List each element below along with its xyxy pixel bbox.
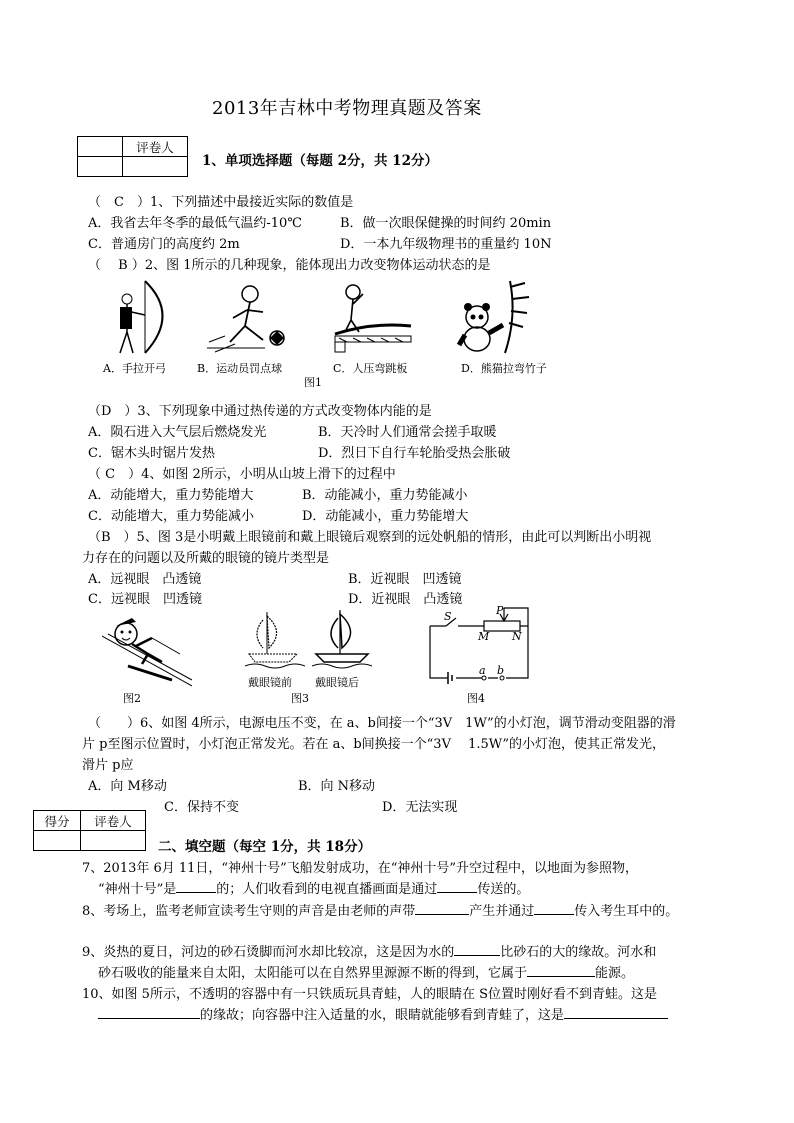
- figure3-caption: 图3: [291, 692, 309, 705]
- q5-option-b: B．近视眼 凹透镜: [348, 572, 462, 587]
- q6-stem-line2: 片 p至图示位置时，小灯泡正常发光。若在 a、b间换接一个“3V 1.5W”的小灯泡，使其正常发光，: [82, 737, 666, 752]
- q2-option-b: B．运动员罚点球: [197, 362, 283, 375]
- q2-option-a: A．手拉开弓: [103, 362, 166, 375]
- q10-line1: 10、如图 5所示，不透明的容器中有一只铁质玩具青蛙，人的眼睛在 S位置时刚好看不到青蛙。这是: [82, 987, 657, 1002]
- score-value-cell: [78, 157, 123, 177]
- q8-text-b: 产生并通过: [469, 904, 535, 919]
- q4-option-b: B．动能减小，重力势能减小: [302, 488, 468, 503]
- figure1-panda-icon: [455, 277, 535, 357]
- q9-blank-2[interactable]: [527, 964, 595, 977]
- figure3-before-label: 戴眼镜前: [248, 676, 292, 689]
- figure1-diving-icon: [333, 282, 418, 354]
- page-title: 2013年吉林中考物理真题及答案: [212, 98, 482, 119]
- q6-option-b: B．向 N移动: [298, 779, 376, 794]
- q2-option-d: D．熊猫拉弯竹子: [461, 362, 547, 375]
- q6-stem-line3: 滑片 p应: [82, 758, 134, 773]
- q4-stem: （ C ）4、如图 2所示，小明从山坡上滑下的过程中: [88, 467, 396, 482]
- q2-option-c: C．人压弯跳板: [333, 362, 408, 375]
- q2-stem: （ B ）2、图 1所示的几种现象，能体现出力改变物体运动状态的是: [88, 258, 491, 273]
- q3-option-b: B．天冷时人们通常会搓手取暖: [318, 425, 497, 440]
- q1-option-b: B．做一次眼保健操的时间约 20min: [340, 216, 552, 231]
- figure4-caption: 图4: [467, 692, 485, 705]
- q9-text-d: 能源。: [595, 966, 635, 981]
- q3-option-c: C．锯木头时锯片发热: [88, 446, 215, 461]
- score-box-2: [33, 810, 146, 851]
- q9-text-b: 比砂石的大的缘故。河水和: [500, 945, 657, 960]
- q9-text-c: 砂石吸收的能量来自太阳，太阳能可以在自然界里源源不断的得到，它属于: [98, 966, 528, 981]
- q5-option-c: C．远视眼 凹透镜: [88, 592, 202, 607]
- q8-blank-1[interactable]: [415, 902, 469, 915]
- q1-option-d: D．一本九年级物理书的重量约 10N: [340, 237, 552, 252]
- q10-line2: [98, 1004, 668, 1023]
- score-value-cell: [34, 831, 81, 851]
- q5-stem-line1: （B ）5、图 3是小明戴上眼镜前和戴上眼镜后观察到的远处帆船的情形，由此可以判断出小明视: [88, 530, 652, 545]
- reviewer-label: 评卷人: [81, 811, 146, 831]
- q3-option-d: D．烈日下自行车轮胎受热会胀破: [318, 446, 511, 461]
- q4-option-a: A．动能增大，重力势能增大: [88, 488, 254, 503]
- q7-text-c: 传送的。: [477, 882, 530, 897]
- q1-option-a: A．我省去年冬季的最低气温约-10℃: [88, 216, 302, 231]
- figure3-after-label: 戴眼镜后: [315, 676, 359, 689]
- q9-text-a: 9、炎热的夏日，河边的砂石烫脚而河水却比较凉，这是因为水的: [82, 945, 455, 960]
- score-label: 得分: [34, 811, 81, 831]
- q7-blank-1[interactable]: [176, 880, 216, 893]
- q8-text-c: 传入考生耳中的。: [574, 904, 679, 919]
- figure3-clear-boat-icon: [312, 608, 372, 672]
- q8-blank-2[interactable]: [534, 902, 574, 915]
- q9-line1: [82, 941, 656, 960]
- q7-line2: [98, 878, 529, 897]
- figure2-skier-icon: [102, 608, 192, 688]
- q4-option-d: D．动能减小，重力势能增大: [302, 509, 469, 524]
- q3-stem: （D ）3、下列现象中通过热传递的方式改变物体内能的是: [88, 404, 432, 419]
- section2-heading: 二、填空题（每空 1分，共 18分）: [158, 839, 372, 855]
- q6-option-c: C．保持不变: [164, 800, 239, 815]
- q7-text-b: 的；人们收看到的电视直播画面是通过: [216, 882, 438, 897]
- q5-option-d: D．近视眼 凸透镜: [348, 592, 463, 607]
- figure1-caption: 图1: [304, 376, 322, 389]
- section1-heading: 1、单项选择题（每题 2分，共 12分）: [202, 153, 438, 169]
- reviewer-value-cell: [81, 831, 146, 851]
- q10-blank-2[interactable]: [564, 1006, 668, 1019]
- q7-text-a: “神州十号”是: [98, 882, 177, 897]
- q7-blank-2[interactable]: [437, 880, 477, 893]
- q6-option-a: A．向 M移动: [88, 779, 167, 794]
- q9-line2: [98, 962, 634, 981]
- figure4-a-label: a: [479, 664, 486, 677]
- figure4-slider-label: P: [496, 604, 504, 617]
- q6-option-d: D．无法实现: [382, 800, 458, 815]
- figure1-bow-icon: [105, 277, 185, 357]
- figure3-blurry-boat-icon: [245, 608, 305, 672]
- q10-text-a: 的缘故；向容器中注入适量的水，眼睛就能够看到青蛙了，这是: [200, 1008, 565, 1023]
- figure2-caption: 图2: [123, 692, 141, 705]
- reviewer-label: 评卷人: [123, 137, 188, 157]
- q1-option-c: C．普通房门的高度约 2m: [88, 237, 240, 252]
- figure1-soccer-icon: [205, 282, 295, 354]
- q8-text-a: 8、考场上，监考老师宣读考生守则的声音是由老师的声带: [82, 904, 416, 919]
- q1-stem: （ C ）1、下列描述中最接近实际的数值是: [88, 195, 354, 210]
- figure4-switch-label: S: [444, 610, 452, 623]
- figure4-m-label: M: [478, 630, 490, 643]
- score-cell: [78, 137, 123, 157]
- q5-option-a: A．远视眼 凸透镜: [88, 572, 202, 587]
- q8-line: [82, 900, 678, 919]
- q9-blank-1[interactable]: [454, 943, 500, 956]
- q3-option-a: A．陨石进入大气层后燃烧发光: [88, 425, 267, 440]
- score-box-1: [77, 136, 188, 177]
- q5-stem-line2: 力存在的问题以及所戴的眼镜的镜片类型是: [82, 551, 330, 566]
- q10-blank-1[interactable]: [98, 1006, 200, 1019]
- q4-option-c: C．动能增大，重力势能减小: [88, 509, 254, 524]
- reviewer-value-cell: [123, 157, 188, 177]
- figure4-n-label: N: [512, 630, 522, 643]
- figure4-b-label: b: [497, 664, 505, 677]
- q7-line1: 7、2013年 6月 11日，“神州十号”飞船发射成功，在“神州十号”升空过程中，以地面为参照物，: [82, 861, 639, 876]
- q6-stem-line1: （ ）6、如图 4所示，电源电压不变，在 a、b间接一个“3V 1W”的小灯泡，调节滑动变阻器的滑: [88, 716, 676, 731]
